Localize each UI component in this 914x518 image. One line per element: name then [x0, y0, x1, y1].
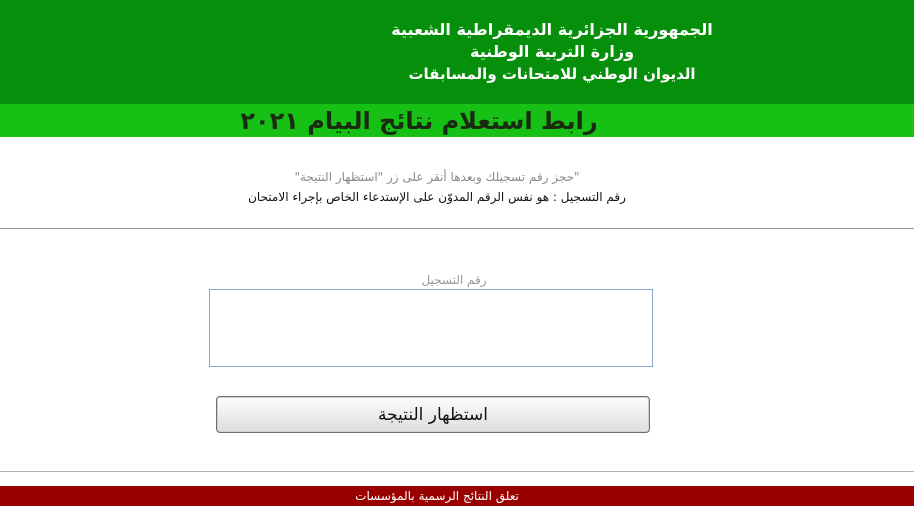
- republic-name: الجمهورية الجزائرية الديمقراطية الشعبية: [391, 20, 713, 39]
- registration-field-label: [0, 273, 914, 287]
- office-name: الديوان الوطني للامتحانات والمسابقات: [408, 65, 696, 83]
- header-banner: [0, 0, 914, 104]
- instruction-line-1: [0, 170, 914, 184]
- page-title-bar: [0, 104, 914, 137]
- instruction-text-2: رقم التسجيل : هو نفس الرقم المدوّن على الإستدعاء الخاص بإجراء الامتحان: [248, 190, 626, 204]
- ministry-name: وزارة التربية الوطنية: [470, 42, 635, 61]
- footer-text: تعلق النتائج الرسمية بالمؤسسات: [355, 489, 519, 503]
- registration-label-text: رقم التسجيل: [421, 273, 487, 287]
- page-title: رابط استعلام نتائج البيام ٢٠٢١: [240, 106, 598, 135]
- show-result-button[interactable]: استظهار النتيجة: [216, 396, 650, 433]
- instruction-line-2: [0, 190, 914, 204]
- footer-bar: [0, 486, 914, 506]
- divider-bottom: [0, 471, 914, 472]
- registration-number-input[interactable]: [209, 289, 653, 367]
- divider-top: [0, 228, 914, 229]
- instruction-text-1: "حجز رقم تسجيلك وبعدها أنقر على زر "استظهار النتيجة": [294, 170, 580, 184]
